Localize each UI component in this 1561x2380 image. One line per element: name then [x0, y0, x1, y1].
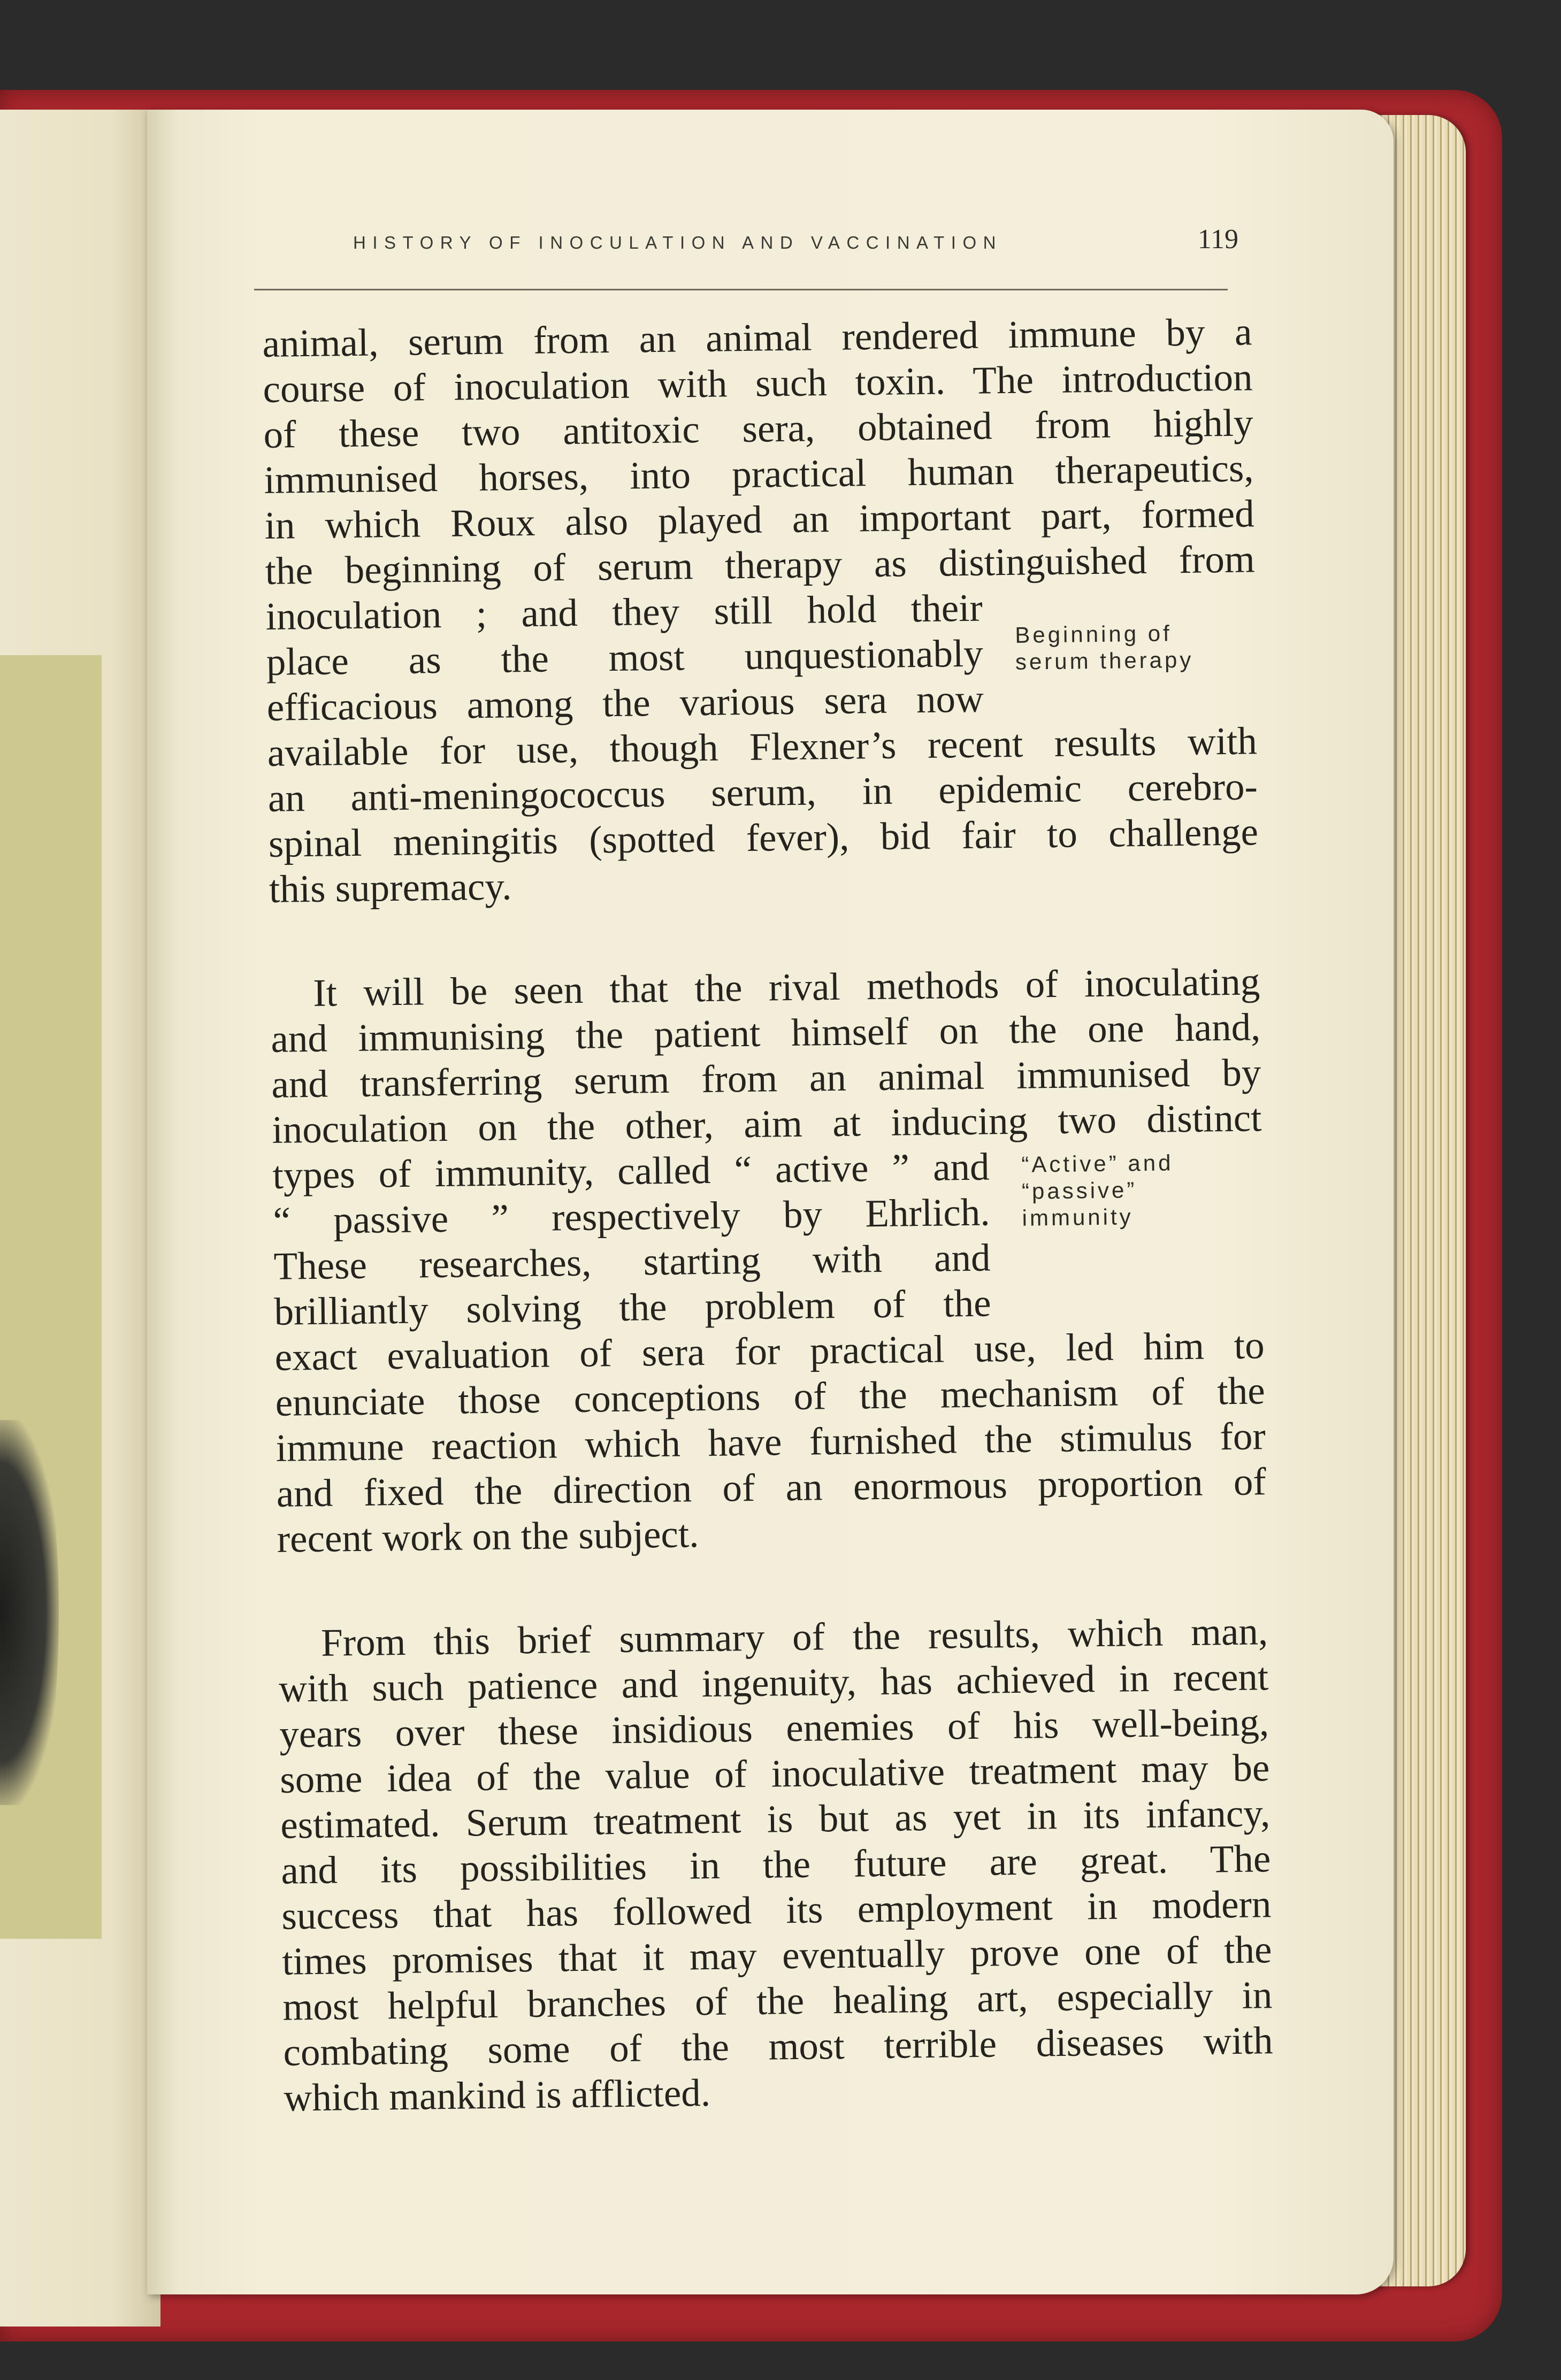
text-line: recent work on the subject. — [277, 1512, 699, 1561]
text-line: inoculation ; and they still hold their — [265, 586, 983, 638]
text-line: an anti-meningococcus serum, in epidemic cerebro- — [267, 764, 1258, 820]
paragraph-1 — [262, 309, 1259, 912]
left-page — [0, 110, 160, 2327]
text-line: brilliantly solving the problem of the — [274, 1281, 992, 1333]
portrait-image — [0, 1420, 59, 1805]
header-rule — [254, 289, 1228, 290]
side-note-line: “Active” and — [1021, 1150, 1174, 1177]
text-line: animal, serum from an animal rendered immune by a — [262, 310, 1252, 365]
text-line: the beginning of serum therapy as distinguished from — [265, 537, 1256, 593]
text-line: efficacious among the various sera now — [266, 677, 984, 729]
text-line: and its possibilities in the future are great. The — [280, 1837, 1271, 1892]
text-line: course of inoculation with such toxin. The introduction — [263, 355, 1253, 411]
side-note-line: serum therapy — [1015, 647, 1194, 674]
text-line: estimated. Serum treatment is but as yet in its infancy, — [280, 1791, 1271, 1847]
side-note-active-passive — [1021, 1148, 1274, 1232]
side-note-line: immunity — [1022, 1204, 1134, 1231]
text-line: exact evaluation of sera for practical use, led him to — [274, 1323, 1265, 1379]
text-line: this supremacy. — [269, 864, 512, 911]
text-line: immune reaction which have furnished the stimulus for — [276, 1414, 1266, 1470]
paragraph-3 — [278, 1608, 1274, 2121]
text-line: types of immunity, called “ active ” and — [272, 1145, 990, 1197]
text-line: in which Roux also played an important part, formed — [264, 492, 1255, 547]
text-line: most helpful branches of the healing art, especially in — [282, 1973, 1273, 2029]
side-note-serum-therapy — [1015, 619, 1267, 675]
page-number: 119 — [1197, 224, 1238, 255]
page-header — [206, 214, 1249, 294]
text-line: and immunising the patient himself on the one hand, — [270, 1005, 1261, 1061]
side-note-line: “passive” — [1021, 1177, 1137, 1204]
text-line: success that has followed its employment in modern — [281, 1882, 1272, 1938]
text-line: From this brief summary of the results, which man, — [320, 1609, 1268, 1664]
text-line: “ passive ” respectively by Ehrlich. — [273, 1190, 990, 1242]
text-line: and transferring serum from an animal immunised by — [271, 1050, 1261, 1106]
text-line: immunised horses, into practical human therapeutics, — [264, 446, 1254, 502]
side-note-line: Beginning of — [1014, 620, 1173, 648]
text-line: inoculation on the other, aim at inducing two distinct — [271, 1096, 1262, 1151]
text-line: some idea of the value of inoculative treatment may be — [279, 1746, 1270, 1801]
text-line: These researches, starting with and — [273, 1235, 991, 1288]
text-line: combating some of the most terrible diseases with — [283, 2018, 1273, 2074]
body-text — [262, 309, 1274, 2120]
running-title: HISTORY OF INOCULATION AND VACCINATION — [353, 233, 1003, 252]
text-line: and fixed the direction of an enormous proportion of — [276, 1460, 1267, 1515]
text-line: of these two antitoxic sera, obtained from highly — [263, 401, 1253, 456]
text-line: times promises that it may eventually prove one of the — [281, 1928, 1272, 1983]
text-line: enunciate those conceptions of the mechanism of the — [275, 1369, 1266, 1424]
text-line: It will be seen that the rival methods of inoculating — [312, 959, 1260, 1015]
text-line: which mankind is afflicted. — [284, 2071, 711, 2120]
text-line: place as the most unquestionably — [266, 631, 984, 684]
text-line: spinal meningitis (spotted fever), bid fair to challenge — [268, 810, 1259, 865]
text-line: available for use, though Flexner’s recent results with — [267, 719, 1258, 774]
text-line: with such patience and ingenuity, has achieved in recent — [278, 1655, 1269, 1710]
text-line: years over these insidious enemies of his well-being, — [279, 1700, 1269, 1756]
paragraph-2 — [270, 958, 1267, 1562]
